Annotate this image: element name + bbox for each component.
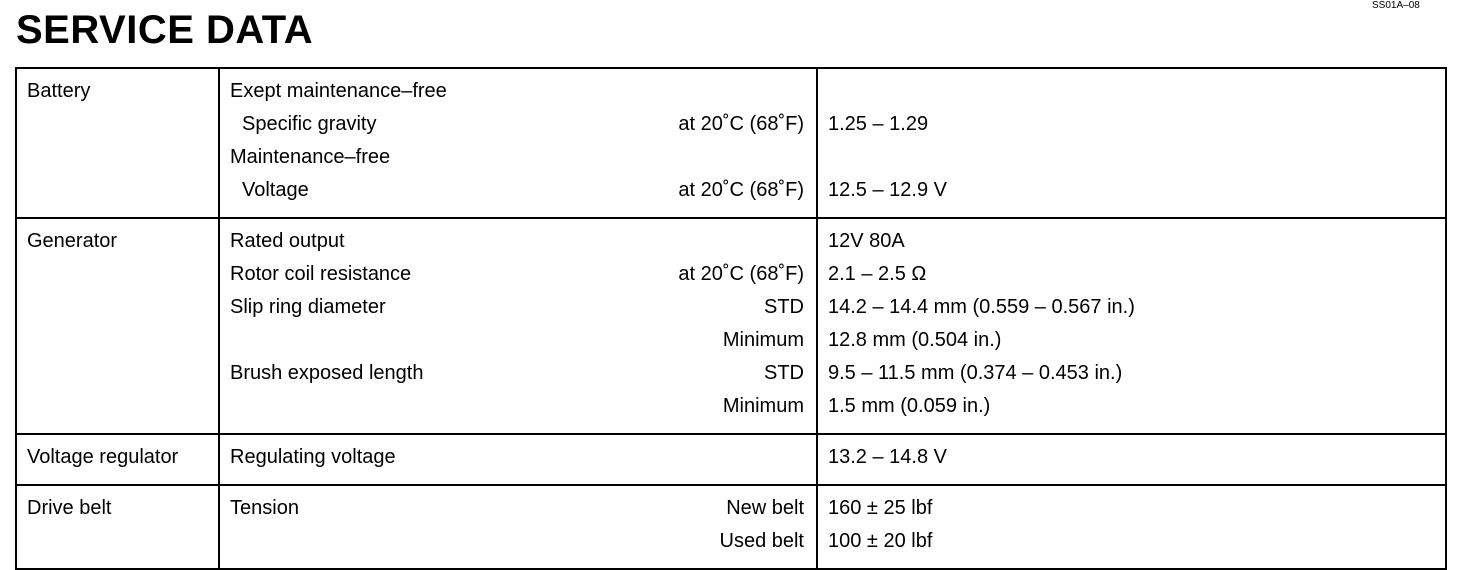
- spec-value: 100 ± 20 lbf: [828, 530, 933, 552]
- item-condition: Minimum: [722, 329, 804, 351]
- section-drive-belt: [17, 484, 1445, 568]
- component-cell: [17, 435, 220, 484]
- spec-value: 9.5 – 11.5 mm (0.374 – 0.453 in.): [828, 362, 1123, 384]
- item-row: [220, 496, 816, 529]
- value-cell: [818, 435, 1445, 484]
- item-condition: STD: [764, 362, 804, 384]
- component-cell: [17, 69, 220, 217]
- item-label: Exept maintenance–free: [230, 80, 447, 102]
- spec-value: 160 ± 25 lbf: [828, 497, 933, 519]
- item-label: [220, 394, 723, 427]
- spec-value: 14.2 – 14.4 mm (0.559 – 0.567 in.): [828, 296, 1135, 318]
- spec-value: [828, 145, 1445, 178]
- spec-value: 12V 80A: [828, 230, 905, 252]
- item-label: Rotor coil resistance: [230, 263, 412, 285]
- item-cell: [220, 219, 818, 433]
- item-row: [220, 445, 816, 478]
- item-cell: [220, 69, 818, 217]
- section-battery: [17, 69, 1445, 217]
- spec-value: 2.1 – 2.5 Ω: [828, 263, 927, 285]
- section-voltage-regulator: [17, 433, 1445, 484]
- item-row: [220, 328, 816, 361]
- item-row: [220, 112, 816, 145]
- service-data-table: [15, 67, 1447, 570]
- item-condition: at 20˚C (68˚F): [678, 263, 804, 285]
- item-condition: Minimum: [722, 395, 804, 417]
- item-cell: [220, 486, 818, 568]
- value-cell: [818, 486, 1445, 568]
- spec-value: 1.5 mm (0.059 in.): [828, 395, 991, 417]
- item-label: Slip ring diameter: [230, 296, 386, 318]
- item-cell: [220, 435, 818, 484]
- item-condition: STD: [764, 296, 804, 318]
- item-row: [220, 262, 816, 295]
- item-condition: [804, 229, 816, 262]
- item-label: [220, 328, 723, 361]
- component-name: Drive belt: [27, 497, 112, 519]
- component-cell: [17, 219, 220, 433]
- item-condition: Used belt: [719, 530, 804, 552]
- item-row: [220, 361, 816, 394]
- item-condition: at 20˚C (68˚F): [678, 113, 804, 135]
- item-label: Tension: [230, 497, 299, 519]
- item-condition: [804, 79, 816, 112]
- spec-value: 1.25 – 1.29: [828, 113, 929, 135]
- item-row: [220, 178, 816, 211]
- section-generator: [17, 217, 1445, 433]
- item-row: [220, 145, 816, 178]
- item-label: Specific gravity: [242, 113, 377, 135]
- item-row: [220, 394, 816, 427]
- spec-value: [828, 79, 1445, 112]
- item-condition: [804, 445, 816, 478]
- component-cell: [17, 486, 220, 568]
- component-name: Generator: [27, 230, 118, 252]
- item-label: [220, 529, 720, 562]
- value-cell: [818, 219, 1445, 433]
- item-condition: New belt: [726, 497, 804, 519]
- item-label: Regulating voltage: [230, 446, 396, 468]
- page-code: SS01A–08: [1372, 0, 1420, 11]
- item-row: [220, 295, 816, 328]
- spec-value: 12.8 mm (0.504 in.): [828, 329, 1002, 351]
- item-label: Maintenance–free: [230, 146, 391, 168]
- item-row: [220, 229, 816, 262]
- page-title: SERVICE DATA: [16, 8, 314, 52]
- spec-value: 12.5 – 12.9 V: [828, 179, 947, 201]
- item-condition: [804, 145, 816, 178]
- item-label: Brush exposed length: [230, 362, 424, 384]
- value-cell: [818, 69, 1445, 217]
- component-name: Battery: [27, 80, 91, 102]
- spec-value: 13.2 – 14.8 V: [828, 446, 947, 468]
- item-row: [220, 79, 816, 112]
- component-name: Voltage regulator: [27, 446, 179, 468]
- item-label: Voltage: [242, 179, 309, 201]
- item-label: Rated output: [230, 230, 345, 252]
- item-row: [220, 529, 816, 562]
- item-condition: at 20˚C (68˚F): [678, 179, 804, 201]
